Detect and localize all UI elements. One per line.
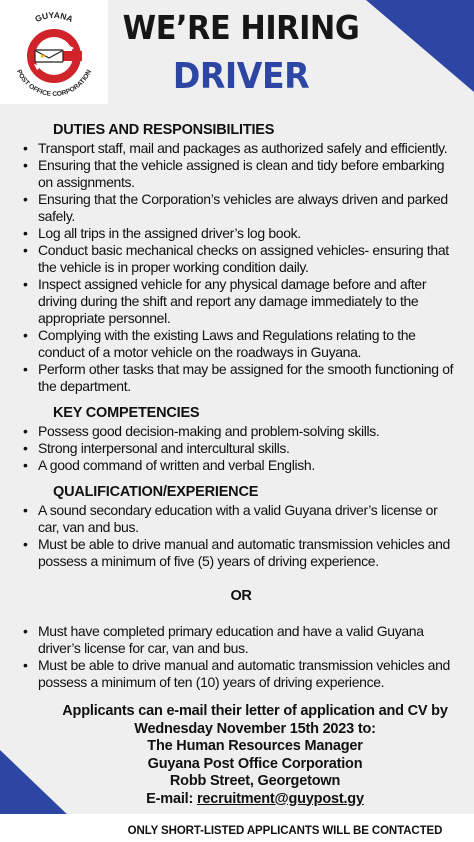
- list-item: • Log all trips in the assigned driver’s log book.: [22, 225, 460, 242]
- apply-organization: Guyana Post Office Corporation: [147, 755, 363, 772]
- list-item: • Strong interpersonal and intercultural skills.: [22, 440, 460, 457]
- list-item: • A good command of written and verbal English.: [22, 457, 460, 474]
- list-item: • Must be able to drive manual and automatic transmission vehicles and possess a minimum of five (5) years of driving experience.: [22, 536, 460, 570]
- logo: [0, 0, 108, 104]
- list-item: • Ensuring that the vehicle assigned is clean and tidy before embarking on assignments.: [22, 157, 460, 191]
- list-item: • Transport staff, mail and packages as authorized safely and efficiently.: [22, 140, 460, 157]
- email-link[interactable]: recruitment@guypost.gy: [196, 790, 364, 807]
- list-item: • Complying with the existing Laws and Regulations relating to the conduct of a motor vehicle on the roadways in Guyana.: [22, 327, 460, 361]
- email-label: E-mail:: [146, 790, 194, 807]
- corner-decoration-top-right: [366, 0, 474, 92]
- section-spacer: [22, 474, 460, 483]
- logo-bottom-text: POST OFFICE CORPORATION: [15, 68, 93, 99]
- headline-role: DRIVER: [172, 56, 310, 97]
- apply-address: Robb Street, Georgetown: [169, 773, 341, 789]
- svg-text:GUYANA: [33, 10, 74, 24]
- competencies-list: [22, 423, 460, 474]
- footer-note: ONLY SHORT-LISTED APPLICANTS WILL BE CONTACTED: [127, 825, 443, 837]
- list-item: • Ensuring that the Corporation’s vehicles are always driven and parked safely.: [22, 191, 460, 225]
- logo-top-text: GUYANA: [33, 9, 75, 25]
- section-spacer: [22, 395, 460, 404]
- apply-line-1: Applicants can e-mail their letter of application and CV by: [62, 703, 448, 719]
- apply-email-row: [60, 791, 450, 809]
- duties-title: DUTIES AND RESPONSIBILITIES: [53, 122, 275, 138]
- list-item: • Perform other tasks that may be assigned for the smooth functioning of the department.: [22, 361, 460, 395]
- headline-hiring: WE’RE HIRING: [122, 8, 360, 47]
- list-item: • Inspect assigned vehicle for any physical damage before and after driving during the shift and report any damage immediately to the appropriate personnel.: [22, 276, 460, 327]
- or-separator: OR: [230, 588, 252, 604]
- list-item: • Must have completed primary education and have a valid Guyana driver’s license for car, van and bus.: [22, 623, 460, 657]
- list-item: • Possess good decision-making and problem-solving skills.: [22, 423, 460, 440]
- apply-recipient: The Human Resources Manager: [147, 738, 363, 754]
- competencies-title: KEY COMPETENCIES: [53, 405, 200, 421]
- guyana-post-office-logo-icon: [8, 4, 100, 100]
- qualification-list-b: [22, 623, 460, 691]
- job-content: [22, 121, 460, 691]
- duties-list: [22, 140, 460, 395]
- list-item: • Must be able to drive manual and automatic transmission vehicles and possess a minimum of ten (10) years of driving experience.: [22, 657, 460, 691]
- qualification-title: QUALIFICATION/EXPERIENCE: [53, 484, 259, 500]
- list-item: • A sound secondary education with a valid Guyana driver’s license or car, van and bus.: [22, 502, 460, 536]
- qualification-list-a: [22, 502, 460, 570]
- apply-deadline: Wednesday November 15th 2023 to:: [134, 720, 376, 737]
- application-instructions: [60, 703, 450, 808]
- list-item: • Conduct basic mechanical checks on assigned vehicles- ensuring that the vehicle is in proper working condition daily.: [22, 242, 460, 276]
